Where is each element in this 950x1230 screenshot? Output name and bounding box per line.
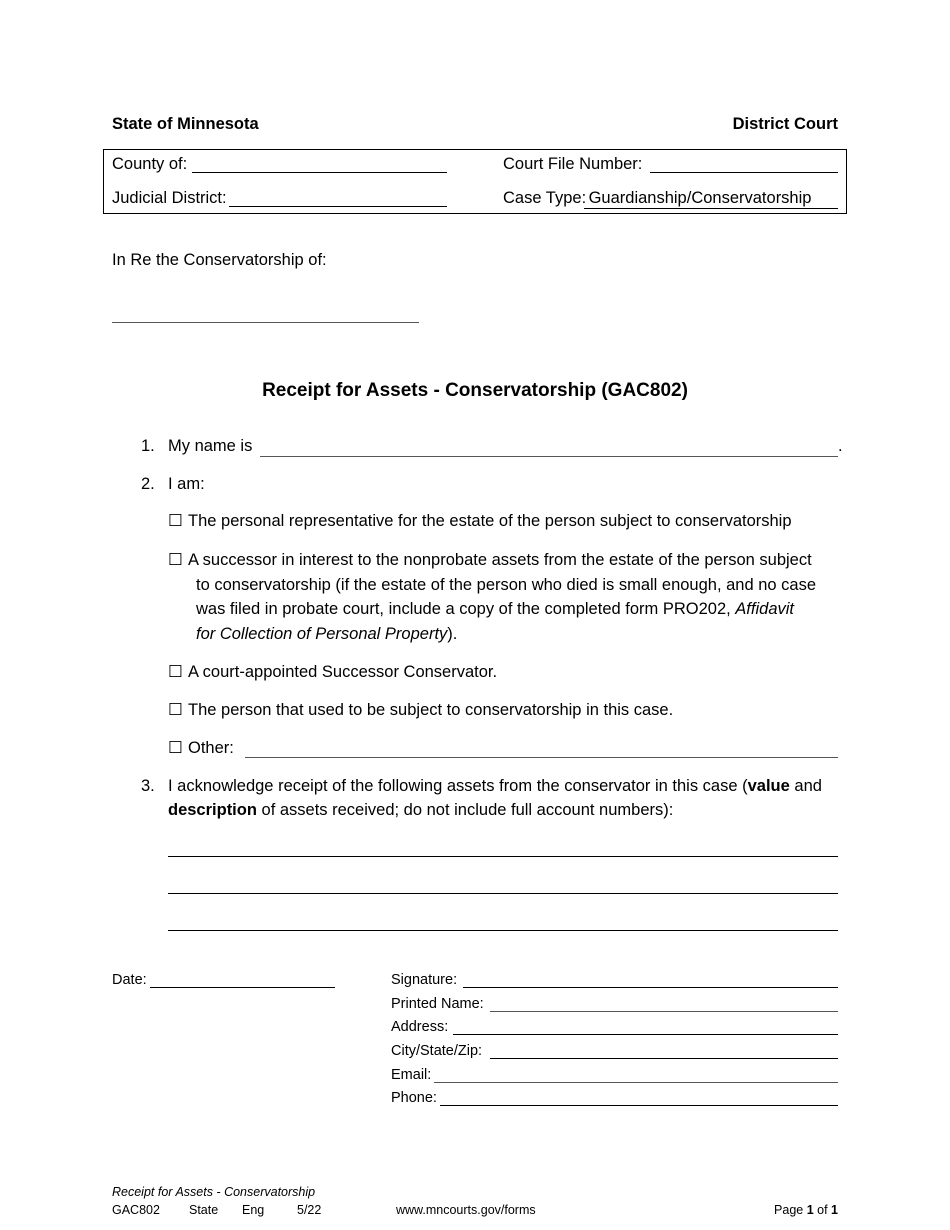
i-am-label: I am: <box>168 475 205 493</box>
assets-line-2[interactable] <box>168 893 838 894</box>
email-field[interactable] <box>434 1082 838 1083</box>
option-label: The personal representative for the estate of the person subject to conservatorship <box>188 512 792 530</box>
county-field[interactable] <box>192 172 447 173</box>
case-type-label: Case Type: <box>503 189 587 207</box>
signature-label: Signature: <box>391 972 458 988</box>
printed-name-field[interactable] <box>490 1011 838 1012</box>
email-label: Email: <box>391 1067 432 1083</box>
court-heading: District Court <box>732 115 838 133</box>
court-file-field[interactable] <box>650 172 838 173</box>
phone-field[interactable] <box>440 1105 838 1106</box>
signature-field[interactable] <box>463 987 838 988</box>
footer-date: 5/22 <box>297 1203 322 1217</box>
printed-name-label: Printed Name: <box>391 996 484 1012</box>
in-re-label: In Re the Conservatorship of: <box>112 251 327 269</box>
footer-form-title: Receipt for Assets - Conservatorship <box>112 1185 316 1199</box>
affidavit-title: Affidavit <box>735 600 794 618</box>
judicial-district-field[interactable] <box>229 206 447 207</box>
checkbox[interactable]: ☐ <box>168 663 183 681</box>
phone-label: Phone: <box>391 1090 437 1106</box>
city-state-zip-label: City/State/Zip: <box>391 1043 483 1059</box>
option-successor-in-interest[interactable] <box>168 550 812 570</box>
footer-language: Eng <box>242 1203 265 1217</box>
assets-instruction-continued: description of assets received; do not include full account numbers): <box>168 801 674 819</box>
option-label-continued: for Collection of Personal Property). <box>196 625 458 643</box>
option-personal-representative[interactable] <box>168 511 792 531</box>
assets-line-3[interactable] <box>168 930 838 931</box>
county-label: County of: <box>112 155 188 173</box>
item-number-2: 2. <box>141 475 155 493</box>
my-name-field[interactable] <box>260 456 838 457</box>
address-label: Address: <box>391 1019 449 1035</box>
my-name-period: . <box>838 437 843 455</box>
option-label: Other: <box>188 739 234 757</box>
option-former-conservatee[interactable] <box>168 700 673 720</box>
other-field[interactable] <box>245 757 838 758</box>
option-label: A successor in interest to the nonprobate assets from the estate of the person subject <box>188 551 812 569</box>
option-label-continued: to conservatorship (if the estate of the person who died is small enough, and no case <box>196 576 817 594</box>
checkbox[interactable]: ☐ <box>168 551 183 569</box>
option-label: A court-appointed Successor Conservator. <box>188 663 498 681</box>
footer-page-number: Page 1 of 1 <box>774 1203 838 1217</box>
checkbox[interactable]: ☐ <box>168 701 183 719</box>
date-label: Date: <box>112 972 147 988</box>
item-number-1: 1. <box>141 437 155 455</box>
checkbox[interactable]: ☐ <box>168 512 183 530</box>
affidavit-title: for Collection of Personal Property <box>196 625 448 643</box>
city-state-zip-field[interactable] <box>490 1058 838 1059</box>
item-number-3: 3. <box>141 777 155 795</box>
case-type-value: Guardianship/Conservatorship <box>584 189 838 209</box>
footer-form-code: GAC802 <box>112 1203 160 1217</box>
conservatee-name-field[interactable] <box>112 322 419 323</box>
option-label: The person that used to be subject to conservatorship in this case. <box>188 701 674 719</box>
footer-url[interactable]: www.mncourts.gov/forms <box>396 1203 536 1217</box>
footer-jurisdiction: State <box>189 1203 219 1217</box>
option-other[interactable] <box>168 738 234 758</box>
state-heading: State of Minnesota <box>112 115 259 133</box>
judicial-district-label: Judicial District: <box>112 189 227 207</box>
assets-instruction: I acknowledge receipt of the following assets from the conservator in this case (value and <box>168 777 822 795</box>
assets-line-1[interactable] <box>168 856 838 857</box>
checkbox[interactable]: ☐ <box>168 739 183 757</box>
page-title: Receipt for Assets - Conservatorship (GAC802) <box>262 380 688 401</box>
court-file-label: Court File Number: <box>503 155 643 173</box>
my-name-label: My name is <box>168 437 253 455</box>
option-successor-conservator[interactable] <box>168 662 497 682</box>
address-field[interactable] <box>453 1034 838 1035</box>
option-label-continued: was filed in probate court, include a copy of the completed form PRO202, Affidavit <box>196 600 794 618</box>
date-field[interactable] <box>150 987 335 988</box>
